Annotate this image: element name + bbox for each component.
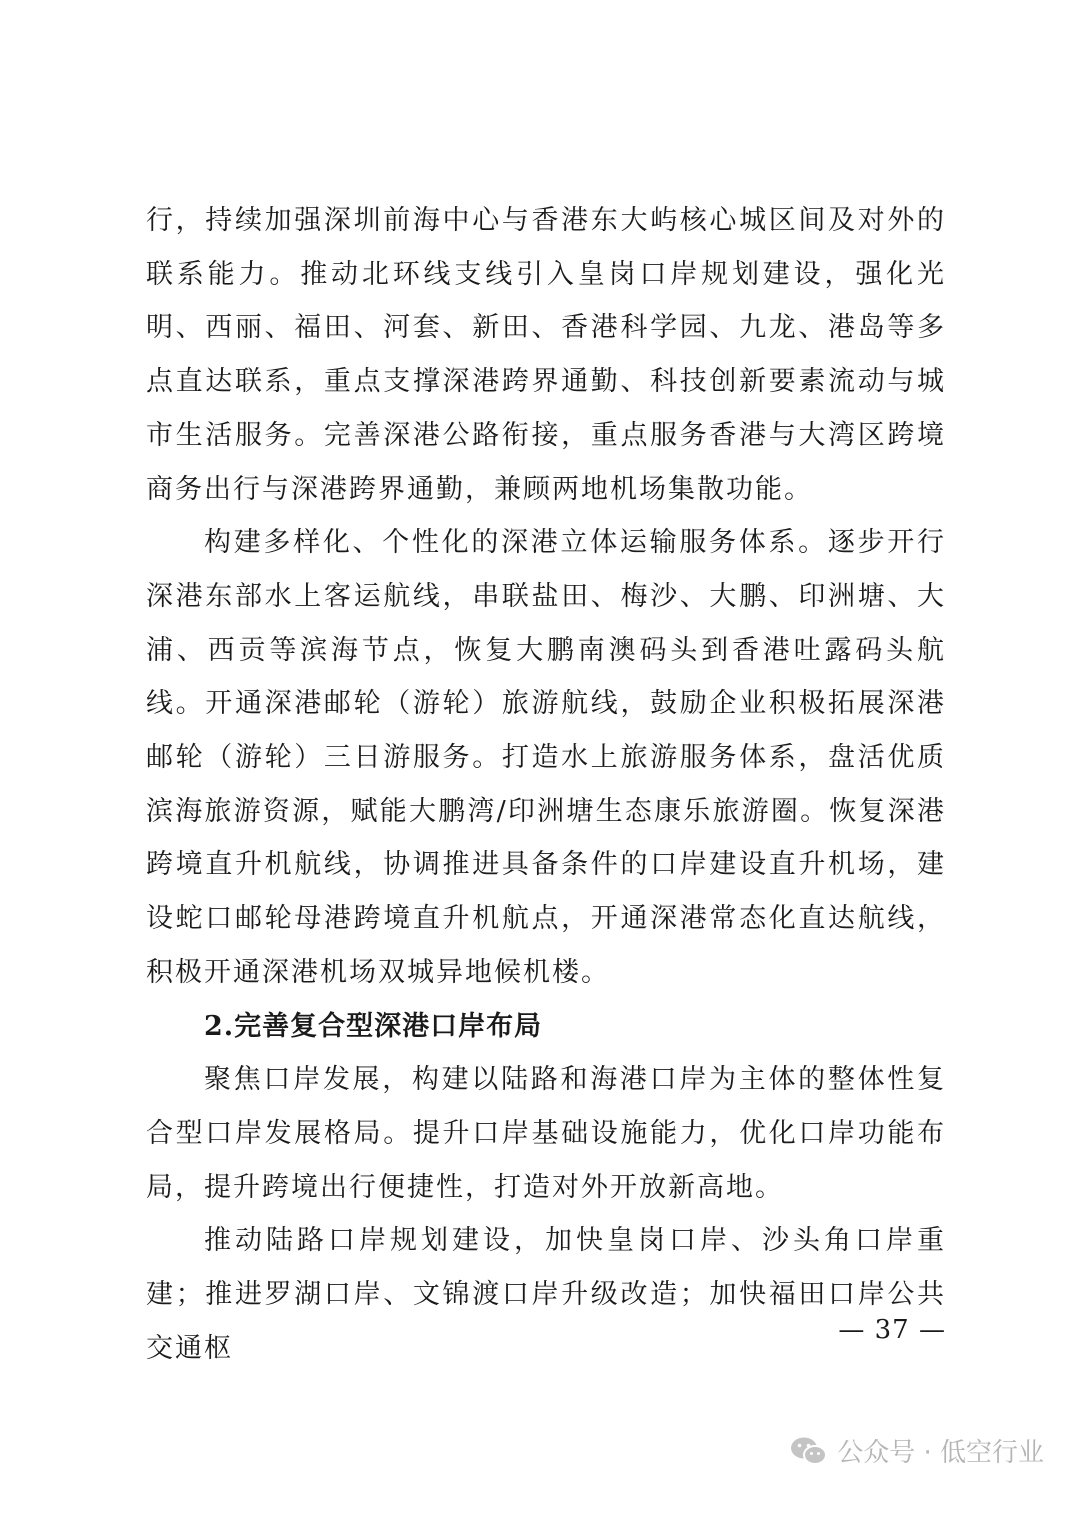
paragraph-2: 构建多样化、个性化的深港立体运输服务体系。逐步开行深港东部水上客运航线，串联盐田、梅沙、大鹏、印洲塘、大浦、西贡等滨海节点，恢复大鹏南澳码头到香港吐露码头航线。开通深港邮轮（游轮）旅游航线，鼓励企业积极拓展深港邮轮（游轮）三日游服务。打造水上旅游服务体系，盘活优质滨海旅游资源，赋能大鹏湾/印洲塘生态康乐旅游圈。恢复深港跨境直升机航线，协调推进具备条件的口岸建设直升机场，建设蛇口邮轮母港跨境直升机航点，开通深港常态化直达航线，积极开通深港机场双城异地候机楼。 [146,527,946,988]
document-body [146,194,946,1375]
section-heading: 2.完善复合型深港口岸布局 [204,1010,543,1042]
paragraph-1: 行，持续加强深圳前海中心与香港东大屿核心城区间及对外的联系能力。推动北环线支线引入皇岗口岸规划建设，强化光明、西丽、福田、河套、新田、香港科学园、九龙、港岛等多点直达联系，重点支撑深港跨界通勤、科技创新要素流动与城市生活服务。完善深港公路衔接，重点服务香港与大湾区跨境商务出行与深港跨界通勤，兼顾两地机场集散功能。 [146,205,946,505]
wechat-icon [789,1435,829,1467]
paragraph-4: 推动陆路口岸规划建设，加快皇岗口岸、沙头角口岸重建；推进罗湖口岸、文锦渡口岸升级改造；加快福田口岸公共交通枢 [146,1225,946,1364]
page-number: — 37 — [838,1315,946,1345]
paragraph-3: 聚焦口岸发展，构建以陆路和海港口岸为主体的整体性复合型口岸发展格局。提升口岸基础设施能力，优化口岸功能布局，提升跨境出行便捷性，打造对外开放新高地。 [146,1064,946,1203]
watermark [789,1432,1044,1469]
watermark-text: 公众号 · 低空行业 [837,1438,1044,1468]
